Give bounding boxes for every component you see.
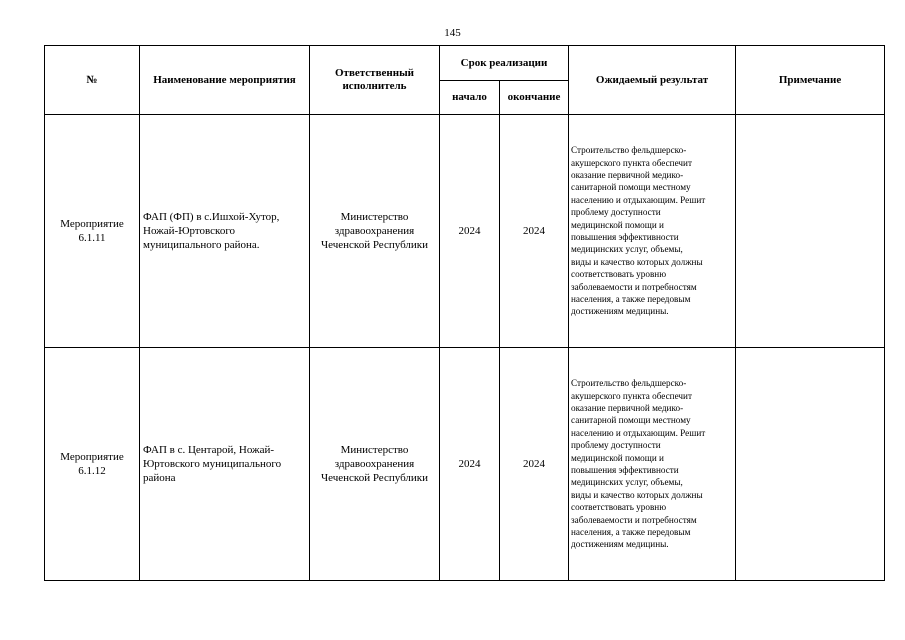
header-executor: Ответственный исполнитель [310,46,440,115]
row-number: Мероприятие 6.1.11 [45,115,140,348]
row-end-year: 2024 [500,348,569,581]
row-name: ФАП (ФП) в с.Ишхой-Хутор, Ножай-Юртовского муниципального района. [140,115,310,348]
row-end-year: 2024 [500,115,569,348]
page-number: 145 [444,27,461,39]
table-row [45,115,885,348]
row-result: Строительство фельдшерско- акушерского пункта обеспечит оказание первичной медико- санитарной помощи местному населению и отдыхающим. Решит проблему доступности медицинской помощи и повышения эффективности медицинских услуг, объемы, виды и качество которых должны соответствовать уровню заболеваемости и потребностям населения, а также передовым достижениям медицины. [569,115,736,348]
row-start-year: 2024 [440,115,500,348]
measures-table [44,45,885,581]
row-executor: Министерство здравоохранения Чеченской Республики [310,115,440,348]
row-start-year: 2024 [440,348,500,581]
table-row [45,348,885,581]
header-start: начало [440,81,500,115]
row-note [736,115,885,348]
header-note: Примечание [736,46,885,115]
header-num: № [45,46,140,115]
row-name: ФАП в с. Центарой, Ножай-Юртовского муниципального района [140,348,310,581]
row-number: Мероприятие 6.1.12 [45,348,140,581]
header-result: Ожидаемый результат [569,46,736,115]
row-note [736,348,885,581]
header-term: Срок реализации [440,46,569,81]
row-result: Строительство фельдшерско- акушерского пункта обеспечит оказание первичной медико- санитарной помощи местному населению и отдыхающим. Решит проблему доступности медицинской помощи и повышения эффективности медицинских услуг, объемы, виды и качество которых должны соответствовать уровню заболеваемости и потребностям населения, а также передовым достижениям медицины. [569,348,736,581]
row-executor: Министерство здравоохранения Чеченской Республики [310,348,440,581]
header-end: окончание [500,81,569,115]
header-name: Наименование мероприятия [140,46,310,115]
